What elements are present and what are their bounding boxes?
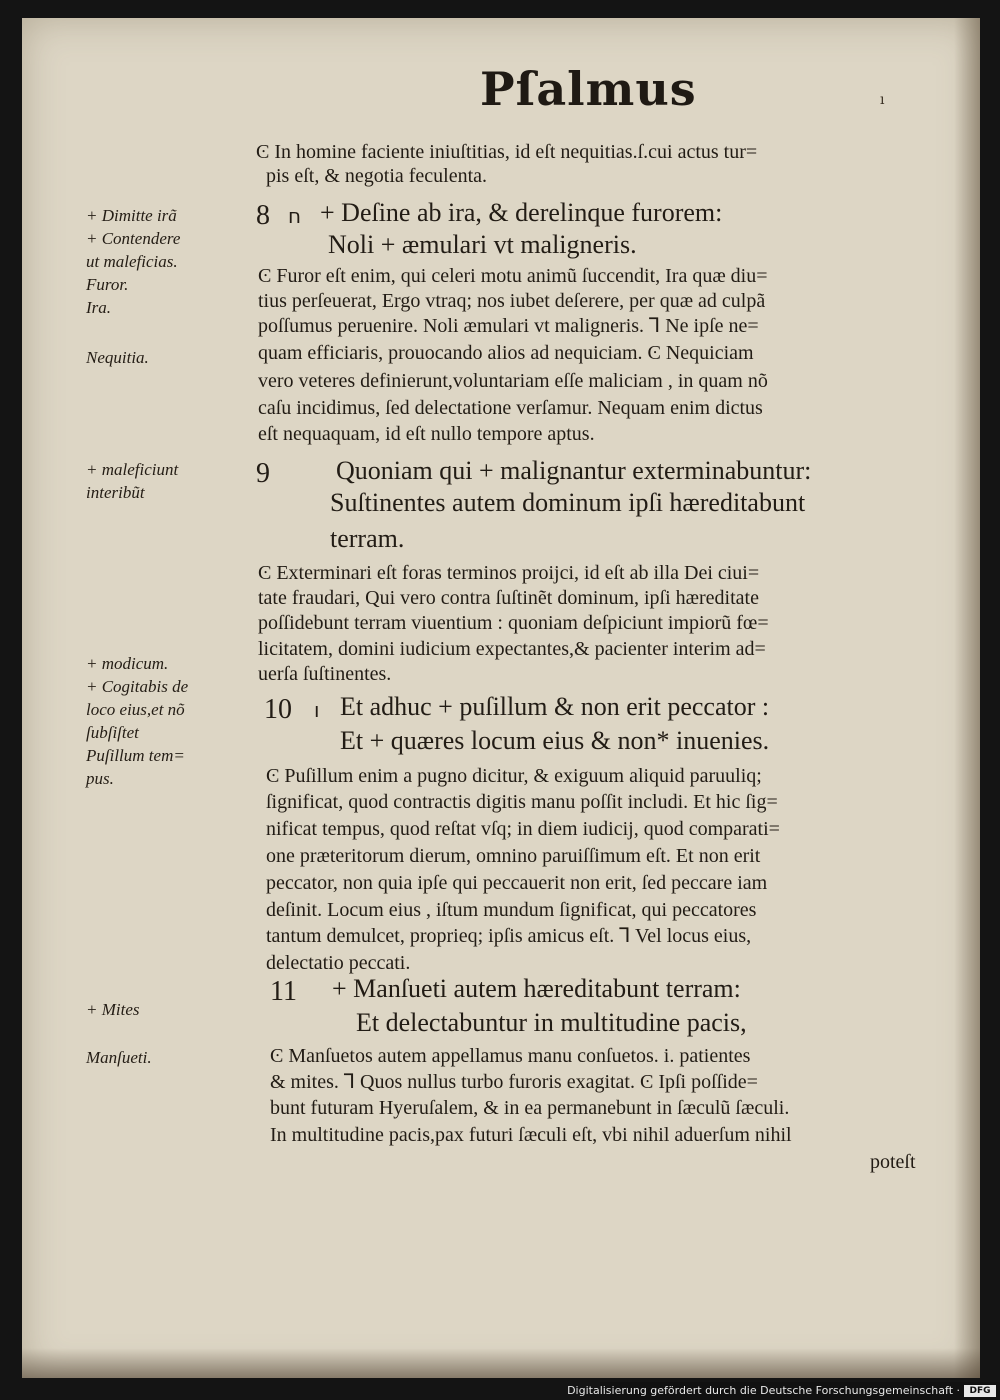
commentary-line: vero veteres definierunt,voluntariam eſſe maliciam , in quam nõ xyxy=(258,370,768,392)
margin-note xyxy=(86,458,236,504)
margin-line: + maleficiunt xyxy=(86,460,179,479)
margin-note xyxy=(86,998,236,1021)
margin-line: interibũt xyxy=(86,483,145,502)
hebrew-letter: ו xyxy=(314,698,320,722)
commentary-line: tius perſeuerat, Ergo vtraq; nos iubet deſerere, per quæ ad culpã xyxy=(258,290,766,312)
margin-note xyxy=(86,1046,236,1069)
commentary-line: poſſumus peruenire. Noli æmulari vt maligneris. Ꞁ Ne ipſe ne= xyxy=(258,315,759,337)
margin-note xyxy=(86,652,236,790)
commentary-line: delectatio peccati. xyxy=(266,952,411,974)
margin-line: Manſueti. xyxy=(86,1048,152,1067)
margin-line: pus. xyxy=(86,769,114,788)
commentary-line: Ͼ In homine faciente iniuſtitias, id eſt nequitias.ſ.cui actus tur= xyxy=(256,141,758,163)
commentary-line: uerſa ſuſtinentes. xyxy=(258,663,392,685)
verse-line: Suſtinentes autem dominum ipſi hæreditabunt xyxy=(330,488,806,517)
commentary-line: tate fraudari, Qui vero contra ſuſtinẽt dominum, ipſi hæreditate xyxy=(258,587,759,609)
verse-line: + Deſine ab ira, & derelinque furorem: xyxy=(320,198,723,227)
commentary-line: eſt nequaquam, id eſt nullo tempore aptus. xyxy=(258,423,595,445)
margin-note xyxy=(86,346,236,369)
hebrew-letter: ח xyxy=(288,204,302,228)
dfg-logo-icon: DFG xyxy=(964,1385,996,1397)
commentary-line: licitatem, domini iudicium expectantes,& pacienter interim ad= xyxy=(258,638,766,660)
verse-line: + Manſueti autem hæreditabunt terram: xyxy=(332,974,741,1003)
commentary-line: pis eſt, & negotia feculenta. xyxy=(266,165,488,187)
verse-line: Et + quæres locum eius & non* inuenies. xyxy=(340,726,770,755)
commentary-line: Ͼ Furor eſt enim, qui celeri motu animũ ſuccendit, Ira quæ diu= xyxy=(258,265,768,287)
commentary-line: In multitudine pacis,pax futuri ſæculi eſt, vbi nihil aduerſum nihil xyxy=(270,1124,792,1146)
verse-line: Quoniam qui + malignantur exterminabuntur: xyxy=(336,456,812,485)
commentary-line: nificat tempus, quod reſtat vſq; in diem iudicij, quod comparati= xyxy=(266,818,780,840)
commentary-line: ſignificat, quod contractis digitis manu poſſit includi. Et hic ſig= xyxy=(266,791,778,813)
commentary-line: tantum demulcet, proprieq; ipſis amicus eſt. Ꞁ Vel locus eius, xyxy=(266,925,752,947)
footer-bar xyxy=(567,1382,1000,1400)
commentary-line: peccator, non quia ipſe qui peccauerit non erit, ſed peccare iam xyxy=(266,872,768,894)
margin-line: + Contendere xyxy=(86,229,181,248)
page-mark: ı xyxy=(880,92,885,108)
commentary-line: bunt futuram Hyeruſalem, & in ea permanebunt in ſæculũ ſæculi. xyxy=(270,1097,790,1119)
commentary-line: one præteritorum dierum, omnino paruiſſimum eſt. Et non erit xyxy=(266,845,761,867)
verse-line: Et adhuc + puſillum & non erit peccator : xyxy=(340,692,770,721)
margin-line: + Mites xyxy=(86,1000,140,1019)
verse-number: 8 xyxy=(256,200,270,231)
page-edge-shadow xyxy=(954,18,980,1378)
commentary-line: Ͼ Puſillum enim a pugno dicitur, & exiguum aliquid paruuliq; xyxy=(266,765,762,787)
margin-line: Furor. xyxy=(86,275,129,294)
margin-line: loco eius,et nõ xyxy=(86,700,185,719)
margin-line: + Dimitte irã xyxy=(86,206,177,225)
verse-line: Et delectabuntur in multitudine pacis, xyxy=(356,1008,747,1037)
commentary-line: & mites. Ꞁ Quos nullus turbo furoris exagitat. Ͼ Ipſi poſſide= xyxy=(270,1071,758,1093)
footer-credit: Digitalisierung gefördert durch die Deutsche Forschungsgemeinschaft · xyxy=(567,1384,960,1397)
verse-number: 11 xyxy=(270,976,297,1007)
commentary-line: caſu incidimus, ſed delectatione verſamur. Nequam enim dictus xyxy=(258,397,763,419)
page-bottom-shadow xyxy=(22,1348,980,1378)
margin-line: Puſillum tem= xyxy=(86,746,185,765)
margin-line: ſubſiſtet xyxy=(86,723,139,742)
commentary-line: Ͼ Manſuetos autem appellamus manu conſuetos. i. patientes xyxy=(270,1045,751,1067)
margin-note xyxy=(86,204,236,319)
verse-number: 9 xyxy=(256,458,270,489)
catchword: poteſt xyxy=(870,1151,916,1173)
commentary-line: deſinit. Locum eius , iſtum mundum ſignificat, qui peccatores xyxy=(266,899,757,921)
verse-line: Noli + æmulari vt maligneris. xyxy=(328,230,637,259)
margin-line: Nequitia. xyxy=(86,348,149,367)
margin-line: ut maleficias. xyxy=(86,252,178,271)
margin-line: + Cogitabis de xyxy=(86,677,189,696)
margin-line: + modicum. xyxy=(86,654,169,673)
verse-line: terram. xyxy=(330,524,405,553)
verse-number: 10 xyxy=(264,694,292,725)
margin-line: Ira. xyxy=(86,298,112,317)
commentary-line: quam efficiaris, prouocando alios ad nequiciam. Ͼ Nequiciam xyxy=(258,342,754,364)
commentary-line: poſſidebunt terram viuentium : quoniam deſpiciunt impiorũ fœ= xyxy=(258,612,769,634)
commentary-line: Ͼ Exterminari eſt foras terminos proijci, id eſt ab illa Dei ciui= xyxy=(258,562,760,584)
page-header: Pſalmus xyxy=(480,62,697,116)
